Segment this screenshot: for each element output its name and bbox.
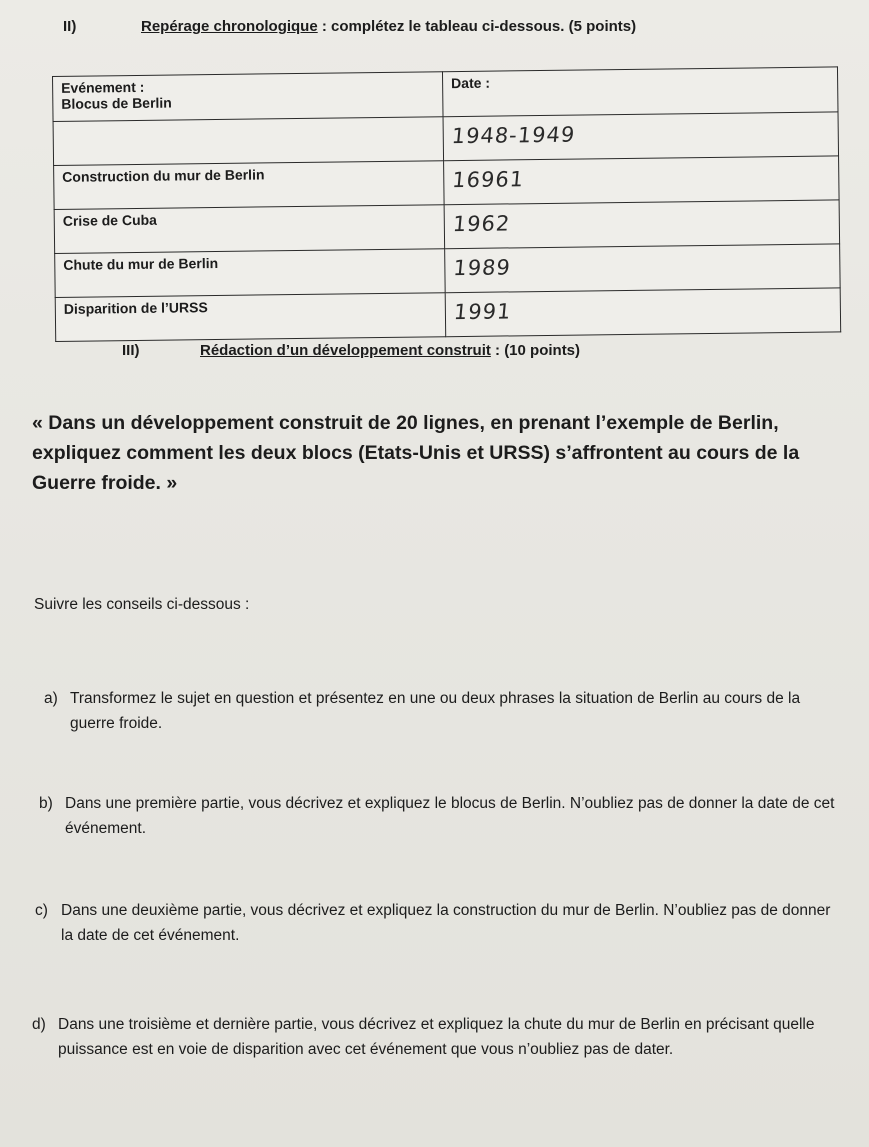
advice-letter: d) bbox=[32, 1016, 46, 1033]
table-cell-date bbox=[444, 156, 840, 205]
advice-item bbox=[35, 898, 835, 948]
section-2-number: II) bbox=[63, 18, 77, 35]
essay-prompt: « Dans un développement construit de 20 lignes, en prenant l’exemple de Berlin, expliquez comment les deux blocs (Etats-Unis et URSS) s’affrontent au cours de la Guerre froide. » bbox=[32, 412, 800, 494]
advice-text: Transformez le sujet en question et présentez en une ou deux phrases la situation de Berlin au cours de la guerre froide. bbox=[70, 690, 801, 732]
table-cell-date bbox=[445, 244, 841, 293]
table-cell-date bbox=[445, 288, 841, 337]
table-cell-event: Chute du mur de Berlin bbox=[55, 249, 446, 298]
advice-intro: Suivre les conseils ci-dessous : bbox=[34, 596, 250, 613]
section-2-heading bbox=[63, 18, 636, 35]
section-2-title: Repérage chronologique bbox=[141, 18, 318, 35]
handwritten-date: 16961 bbox=[451, 167, 526, 193]
handwritten-date: 1991 bbox=[452, 299, 513, 325]
table-row bbox=[55, 288, 840, 342]
event-header bbox=[53, 72, 444, 122]
table-cell-event: Disparition de l’URSS bbox=[55, 293, 446, 342]
table-cell-event: Construction du mur de Berlin bbox=[54, 161, 445, 210]
section-2-instruction: : complétez le tableau ci-dessous. (5 points) bbox=[317, 18, 637, 35]
advice-text: Dans une première partie, vous décrivez et expliquez le blocus de Berlin. N’oubliez pas de donner la date de cet événement. bbox=[65, 795, 835, 837]
advice-item bbox=[39, 791, 839, 841]
table-cell-event: Crise de Cuba bbox=[54, 205, 445, 254]
advice-text: Dans une deuxième partie, vous décrivez et expliquez la construction du mur de Berlin. N’oubliez pas de donner la date de cet événement. bbox=[61, 902, 831, 944]
section-3-heading bbox=[122, 342, 580, 359]
advice-item bbox=[44, 686, 844, 736]
date-header: Date : bbox=[442, 67, 838, 117]
advice-letter: b) bbox=[39, 795, 53, 812]
table-cell-date bbox=[443, 112, 839, 161]
advice-letter: c) bbox=[35, 902, 48, 919]
table-cell-date bbox=[444, 200, 840, 249]
advice-letter: a) bbox=[44, 690, 58, 707]
section-3-instruction: : (10 points) bbox=[490, 342, 581, 359]
table-cell-empty bbox=[53, 117, 444, 166]
table-cell-event: Blocus de Berlin bbox=[61, 94, 172, 112]
chronology-table bbox=[52, 66, 841, 342]
handwritten-date: 1948-1949 bbox=[450, 122, 577, 149]
handwritten-date: 1962 bbox=[451, 211, 512, 237]
event-header-label: Evénement : bbox=[61, 78, 145, 96]
section-3-title: Rédaction d’un développement construit bbox=[200, 342, 491, 359]
handwritten-date: 1989 bbox=[452, 255, 512, 281]
advice-text: Dans une troisième et dernière partie, vous décrivez et expliquez la chute du mur de Berlin en précisant quelle puissance est en voie de disparition avec cet événement que vous n’oubliez pas de dater. bbox=[58, 1016, 815, 1058]
advice-item bbox=[32, 1012, 832, 1062]
section-3-number: III) bbox=[122, 342, 140, 359]
